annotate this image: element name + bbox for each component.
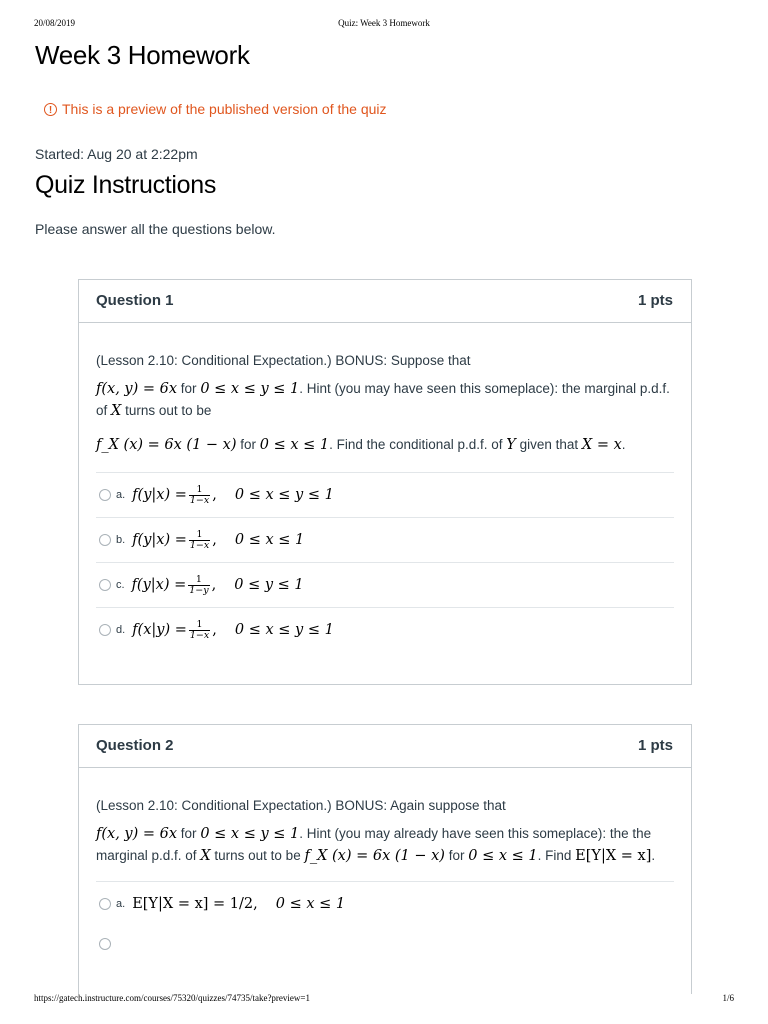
answer-option-a[interactable] — [96, 881, 674, 926]
answer-list — [96, 881, 674, 960]
math-condition: 0 ≤ x ≤ y ≤ 1 — [234, 622, 334, 638]
print-title: Quiz: Week 3 Homework — [338, 18, 430, 28]
fraction-denominator: 1−x — [189, 629, 210, 641]
fraction-numerator: 1 — [196, 483, 203, 495]
instructions-title: Quiz Instructions — [35, 171, 217, 199]
math-expression: E[Y|X = x] — [575, 848, 652, 864]
question-name: Question 1 — [96, 292, 174, 309]
preview-notice — [44, 101, 387, 117]
question-header — [79, 280, 691, 323]
math-lhs: f(y|x) = — [132, 487, 187, 503]
question-text-fragment: for — [444, 848, 469, 863]
answer-label: c. — [116, 579, 125, 591]
fraction-numerator: 1 — [196, 618, 203, 630]
question-intro: (Lesson 2.10: Conditional Expectation.) BONUS: Again suppose that — [96, 798, 506, 813]
answer-label: d. — [116, 624, 126, 636]
math-condition: 0 ≤ x ≤ 1 — [275, 896, 346, 912]
math-expression: X = x — [581, 437, 622, 453]
math-expression: X — [111, 403, 122, 419]
question-2 — [78, 724, 692, 994]
question-body — [79, 323, 691, 652]
math-expression: f(x, y) = 6x — [96, 381, 178, 397]
question-line — [96, 823, 674, 867]
math-expression: E[Y|X = x] = 1/2, — [132, 896, 258, 912]
question-intro: (Lesson 2.10: Conditional Expectation.) BONUS: Suppose that — [96, 353, 471, 368]
math-expression: f_X (x) = 6x (1 − x) — [304, 848, 445, 864]
answer-expression: f(y|x) = $\frac{1}{1-x}$ , 0 ≤ x ≤ y ≤ 1 — [132, 483, 334, 506]
answer-option-b[interactable] — [96, 517, 674, 562]
math-lhs: f(y|x) = — [132, 532, 187, 548]
answer-expression — [132, 896, 345, 912]
math-expression: f_X (x) = 6x (1 − x) — [96, 437, 237, 453]
question-text-fragment: . Find the conditional p.d.f. of — [329, 437, 507, 452]
answer-option-d[interactable] — [96, 607, 674, 652]
fraction-denominator: 1−x — [189, 494, 210, 506]
fraction — [189, 620, 210, 641]
math-expression: 0 ≤ x ≤ y ≤ 1 — [200, 381, 300, 397]
question-text-fragment: turns out to be — [121, 403, 212, 418]
math-lhs: f(y|x) = — [131, 577, 187, 593]
question-text-fragment: for — [236, 437, 260, 452]
radio-button[interactable] — [99, 624, 111, 636]
preview-notice-text: This is a preview of the published version of the quiz — [62, 101, 387, 117]
answer-label: b. — [116, 534, 126, 546]
fraction-numerator: 1 — [195, 573, 202, 585]
answer-expression: f(y|x) = $\frac{1}{1-y}$ , 0 ≤ y ≤ 1 — [131, 573, 304, 596]
question-points: 1 pts — [637, 292, 673, 309]
instructions-text: Please answer all the questions below. — [35, 221, 276, 237]
radio-button[interactable] — [99, 489, 111, 501]
fraction-denominator: 1−y — [189, 584, 209, 596]
question-text-fragment: . — [651, 848, 656, 863]
math-condition: 0 ≤ x ≤ 1 — [234, 532, 305, 548]
started-timestamp: Started: Aug 20 at 2:22pm — [35, 146, 198, 162]
fraction-denominator: 1−x — [189, 539, 210, 551]
fraction — [189, 530, 210, 551]
radio-button[interactable] — [99, 579, 111, 591]
question-1 — [78, 279, 692, 685]
math-expression: X — [200, 848, 211, 864]
question-text-fragment: . Find — [537, 848, 576, 863]
math-expression: 0 ≤ x ≤ y ≤ 1 — [200, 826, 300, 842]
math-condition: 0 ≤ x ≤ y ≤ 1 — [234, 487, 334, 503]
answer-list — [96, 472, 674, 652]
fraction — [189, 485, 210, 506]
print-page-number: 1/6 — [722, 993, 734, 1003]
answer-expression: f(x|y) = $\frac{1}{1-x}$ , 0 ≤ x ≤ y ≤ 1 — [132, 618, 334, 641]
question-text-fragment: for — [177, 826, 201, 841]
print-date: 20/08/2019 — [34, 18, 76, 28]
question-text-fragment: . — [621, 437, 626, 452]
math-lhs: f(x|y) = — [132, 622, 187, 638]
answer-label: a. — [116, 489, 126, 501]
radio-button[interactable] — [99, 898, 111, 910]
answer-option-a[interactable] — [96, 472, 674, 517]
question-text — [96, 768, 674, 867]
math-expression: Y — [506, 437, 516, 453]
question-body — [79, 768, 691, 960]
math-expression: f(x, y) = 6x — [96, 826, 178, 842]
math-condition: 0 ≤ y ≤ 1 — [234, 577, 304, 593]
radio-button[interactable] — [99, 938, 111, 950]
question-points: 1 pts — [637, 737, 673, 754]
warning-icon: ! — [44, 103, 57, 116]
answer-label: a. — [116, 898, 126, 910]
question-text-fragment: given that — [515, 437, 582, 452]
question-text-fragment: . Hint (you may already have seen this someplace): the the marginal p.d.f. of — [96, 826, 652, 863]
math-expression: 0 ≤ x ≤ 1 — [259, 437, 330, 453]
page-title: Week 3 Homework — [35, 40, 250, 70]
answer-option-c[interactable] — [96, 562, 674, 607]
question-text-fragment: for — [177, 381, 201, 396]
math-expression: 0 ≤ x ≤ 1 — [468, 848, 538, 864]
question-line — [96, 378, 674, 422]
question-text — [96, 323, 674, 456]
radio-button[interactable] — [99, 534, 111, 546]
question-text-fragment: . Hint (you may have seen this someplace): the marginal p.d.f. of — [96, 381, 670, 418]
fraction — [188, 575, 209, 596]
question-text-fragment: turns out to be — [210, 848, 305, 863]
question-line — [96, 434, 674, 456]
answer-option-b[interactable] — [96, 926, 674, 960]
question-name: Question 2 — [96, 737, 174, 754]
answer-expression: f(y|x) = $\frac{1}{1-x}$ , 0 ≤ x ≤ 1 — [132, 528, 305, 551]
print-url: https://gatech.instructure.com/courses/75320/quizzes/74735/take?preview=1 — [34, 993, 310, 1003]
fraction-numerator: 1 — [196, 528, 203, 540]
question-header — [79, 725, 691, 768]
